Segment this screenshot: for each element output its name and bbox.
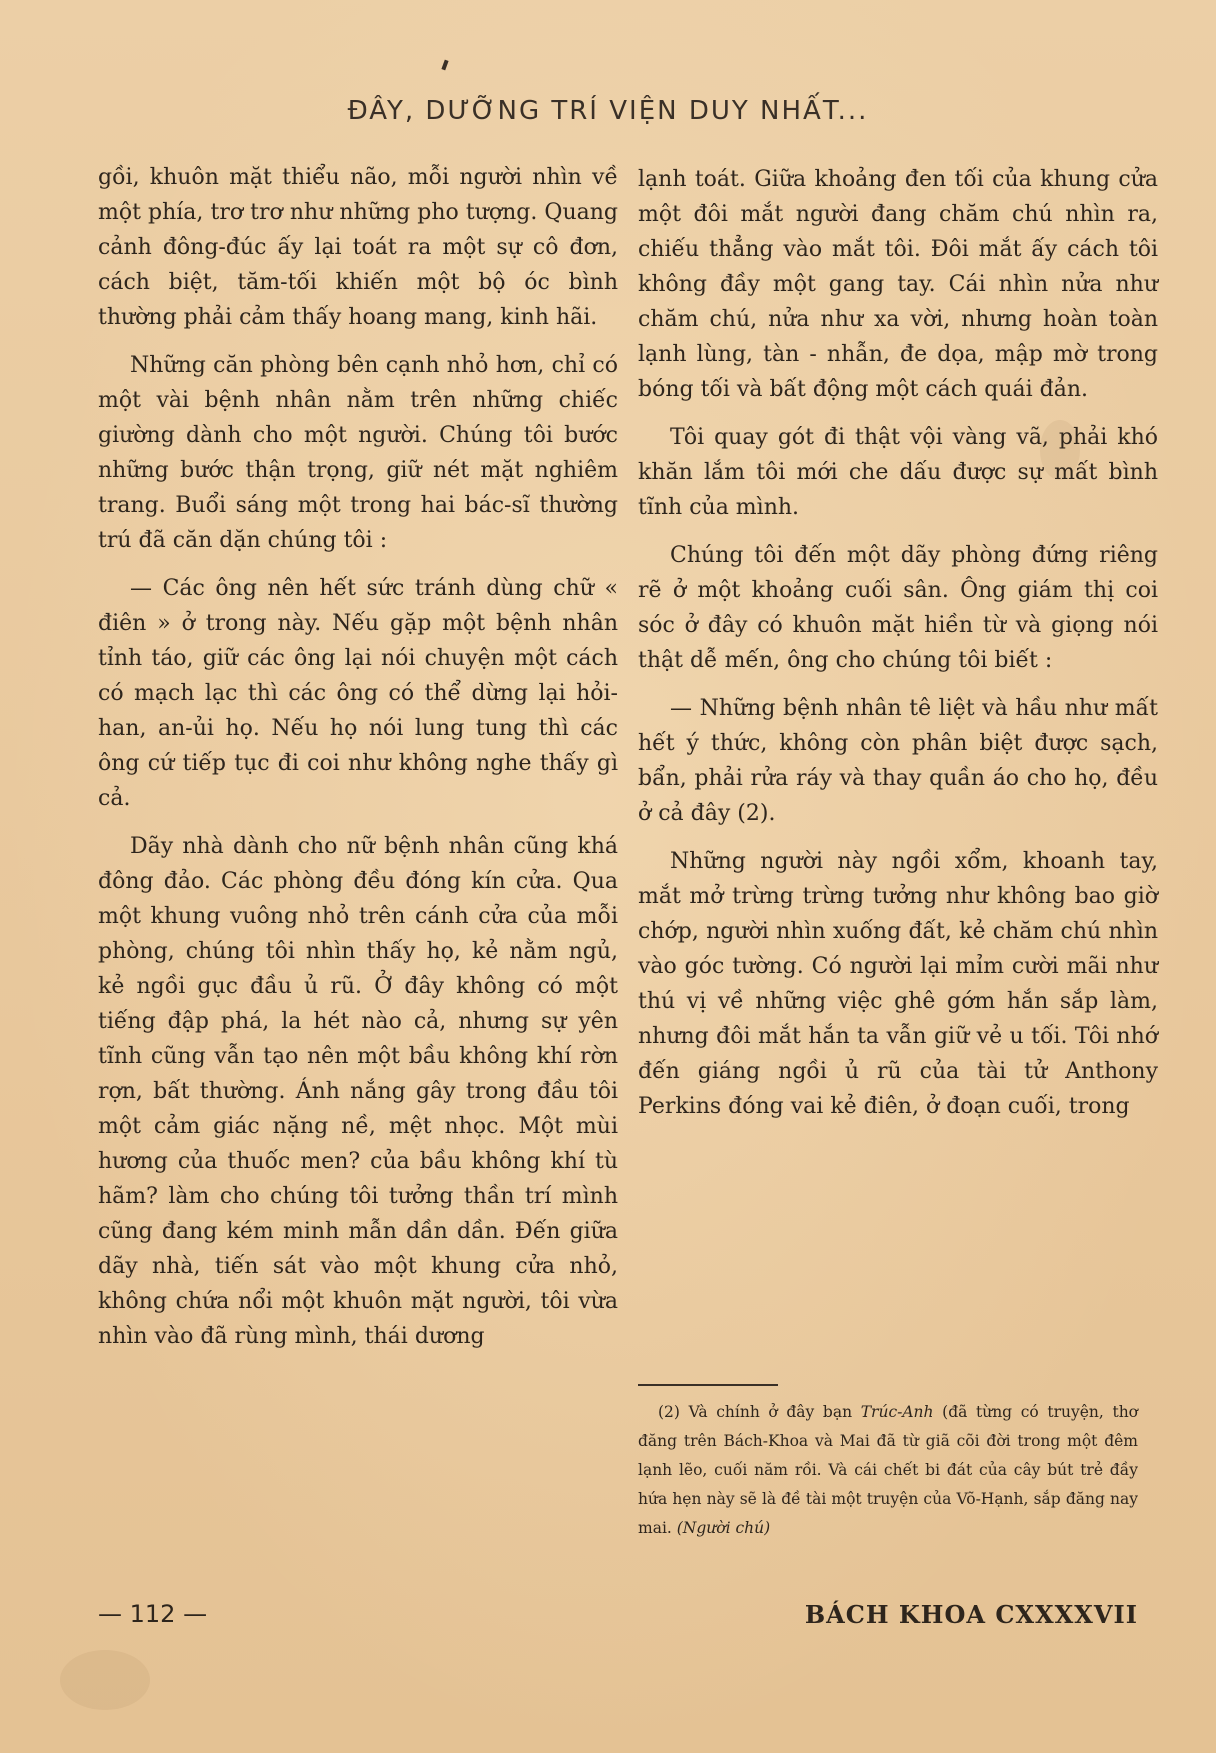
footnote-body: (đã từng có truyện, thơ đăng trên Bách-Khoa và Mai đã từ giã cõi đời trong một đêm lạnh lẽo, cuối năm rồi. Và cái chết bi đát của cây bút trẻ đầy hứa hẹn này sẽ là đề tài một truyện của Võ-Hạnh, sắp đăng nay mai. bbox=[638, 1403, 1139, 1537]
page-number: — 112 — bbox=[98, 1600, 208, 1628]
paragraph: — Những bệnh nhân tê liệt và hầu như mất hết ý thức, không còn phân biệt được sạch, bẩn, phải rửa ráy và thay quần áo cho họ, đều ở cả đây (2). bbox=[638, 696, 1158, 826]
paragraph: Dãy nhà dành cho nữ bệnh nhân cũng khá đông đảo. Các phòng đều đóng kín cửa. Qua một khung vuông nhỏ trên cánh cửa của mỗi phòng, chúng tôi nhìn thấy họ, kẻ nằm ngủ, kẻ ngồi gục đầu ủ rũ. Ở đây không có một tiếng đập phá, la hét nào cả, nhưng sự yên tĩnh cũng vẫn tạo nên một bầu không khí rờn rợn, bất thường. Ánh nắng gây trong đầu tôi một cảm giác nặng nề, mệt nhọc. Một mùi hương của thuốc men? của bầu không khí tù hãm? làm cho chúng tôi tưởng thần trí mình cũng đang kém minh mẫn dần dần. Đến giữa dãy nhà, tiến sát vào một khung cửa nhỏ, không chứa nổi một khuôn mặt người, tôi vừa nhìn vào đã rùng mình, thái dương bbox=[98, 834, 618, 1349]
paragraph: Tôi quay gót đi thật vội vàng vã, phải khó khăn lắm tôi mới che dấu được sự mất bình tĩnh của mình. bbox=[638, 425, 1158, 520]
paragraph: gồi, khuôn mặt thiểu não, mỗi người nhìn về một phía, trơ trơ như những pho tượng. Quang cảnh đông-đúc ấy lại toát ra một sự cô đơn, cách biệt, tăm-tối khiến một bộ óc bình thường phải cảm thấy hoang mang, kinh hãi. bbox=[98, 165, 618, 330]
footnote bbox=[638, 1398, 1138, 1543]
ink-mark bbox=[441, 60, 448, 71]
paragraph: lạnh toát. Giữa khoảng đen tối của khung cửa một đôi mắt người đang chăm chú nhìn ra, chiếu thẳng vào mắt tôi. Đôi mắt ấy cách tôi không đầy một gang tay. Cái nhìn nửa như chăm chú, nửa như xa vời, nhưng hoàn toàn lạnh lùng, tàn - nhẫn, đe dọa, mập mờ trong bóng tối và bất động một cách quái đản. bbox=[638, 167, 1158, 402]
right-column bbox=[638, 162, 1158, 1137]
left-column bbox=[98, 160, 618, 1367]
paragraph: Những người này ngồi xổm, khoanh tay, mắt mở trừng trừng tưởng như không bao giờ chớp, người nhìn xuống đất, kẻ chăm chú nhìn vào góc tường. Có người lại mỉm cười mãi như thú vị về những việc ghê gớm hắn sắp làm, nhưng đôi mắt hắn ta vẫn giữ vẻ u tối. Tôi nhớ đến giáng ngồi ủ rũ của tài tử Anthony Perkins đóng vai kẻ điên, ở đoạn cuối, trong bbox=[638, 849, 1158, 1119]
magazine-issue: BÁCH KHOA CXXXXVII bbox=[804, 1600, 1138, 1629]
running-header: ĐÂY, DƯỠNG TRÍ VIỆN DUY NHẤT... bbox=[347, 96, 869, 126]
footnote-name: Trúc-Anh bbox=[860, 1403, 934, 1421]
footnote-lead: (2) Và chính ở đây bạn bbox=[658, 1403, 861, 1421]
paper-stain bbox=[60, 1650, 150, 1710]
paragraph: — Các ông nên hết sức tránh dùng chữ « điên » ở trong này. Nếu gặp một bệnh nhân tỉnh táo, giữ các ông lại nói chuyện một cách có mạch lạc thì các ông có thể dừng lại hỏi-han, an-ủi họ. Nếu họ nói lung tung thì các ông cứ tiếp tục đi coi như không nghe thấy gì cả. bbox=[98, 576, 618, 811]
footnote-divider bbox=[638, 1384, 778, 1386]
paragraph: Những căn phòng bên cạnh nhỏ hơn, chỉ có một vài bệnh nhân nằm trên những chiếc giường dành cho một người. Chúng tôi bước những bước thận trọng, giữ nét mặt nghiêm trang. Buổi sáng một trong hai bác-sĩ thường trú đã căn dặn chúng tôi : bbox=[98, 353, 618, 553]
footnote-note: (Người chú) bbox=[676, 1519, 771, 1537]
paragraph: Chúng tôi đến một dãy phòng đứng riêng rẽ ở một khoảng cuối sân. Ông giám thị coi sóc ở đây có khuôn mặt hiền từ và giọng nói thật dễ mến, ông cho chúng tôi biết : bbox=[638, 543, 1158, 673]
